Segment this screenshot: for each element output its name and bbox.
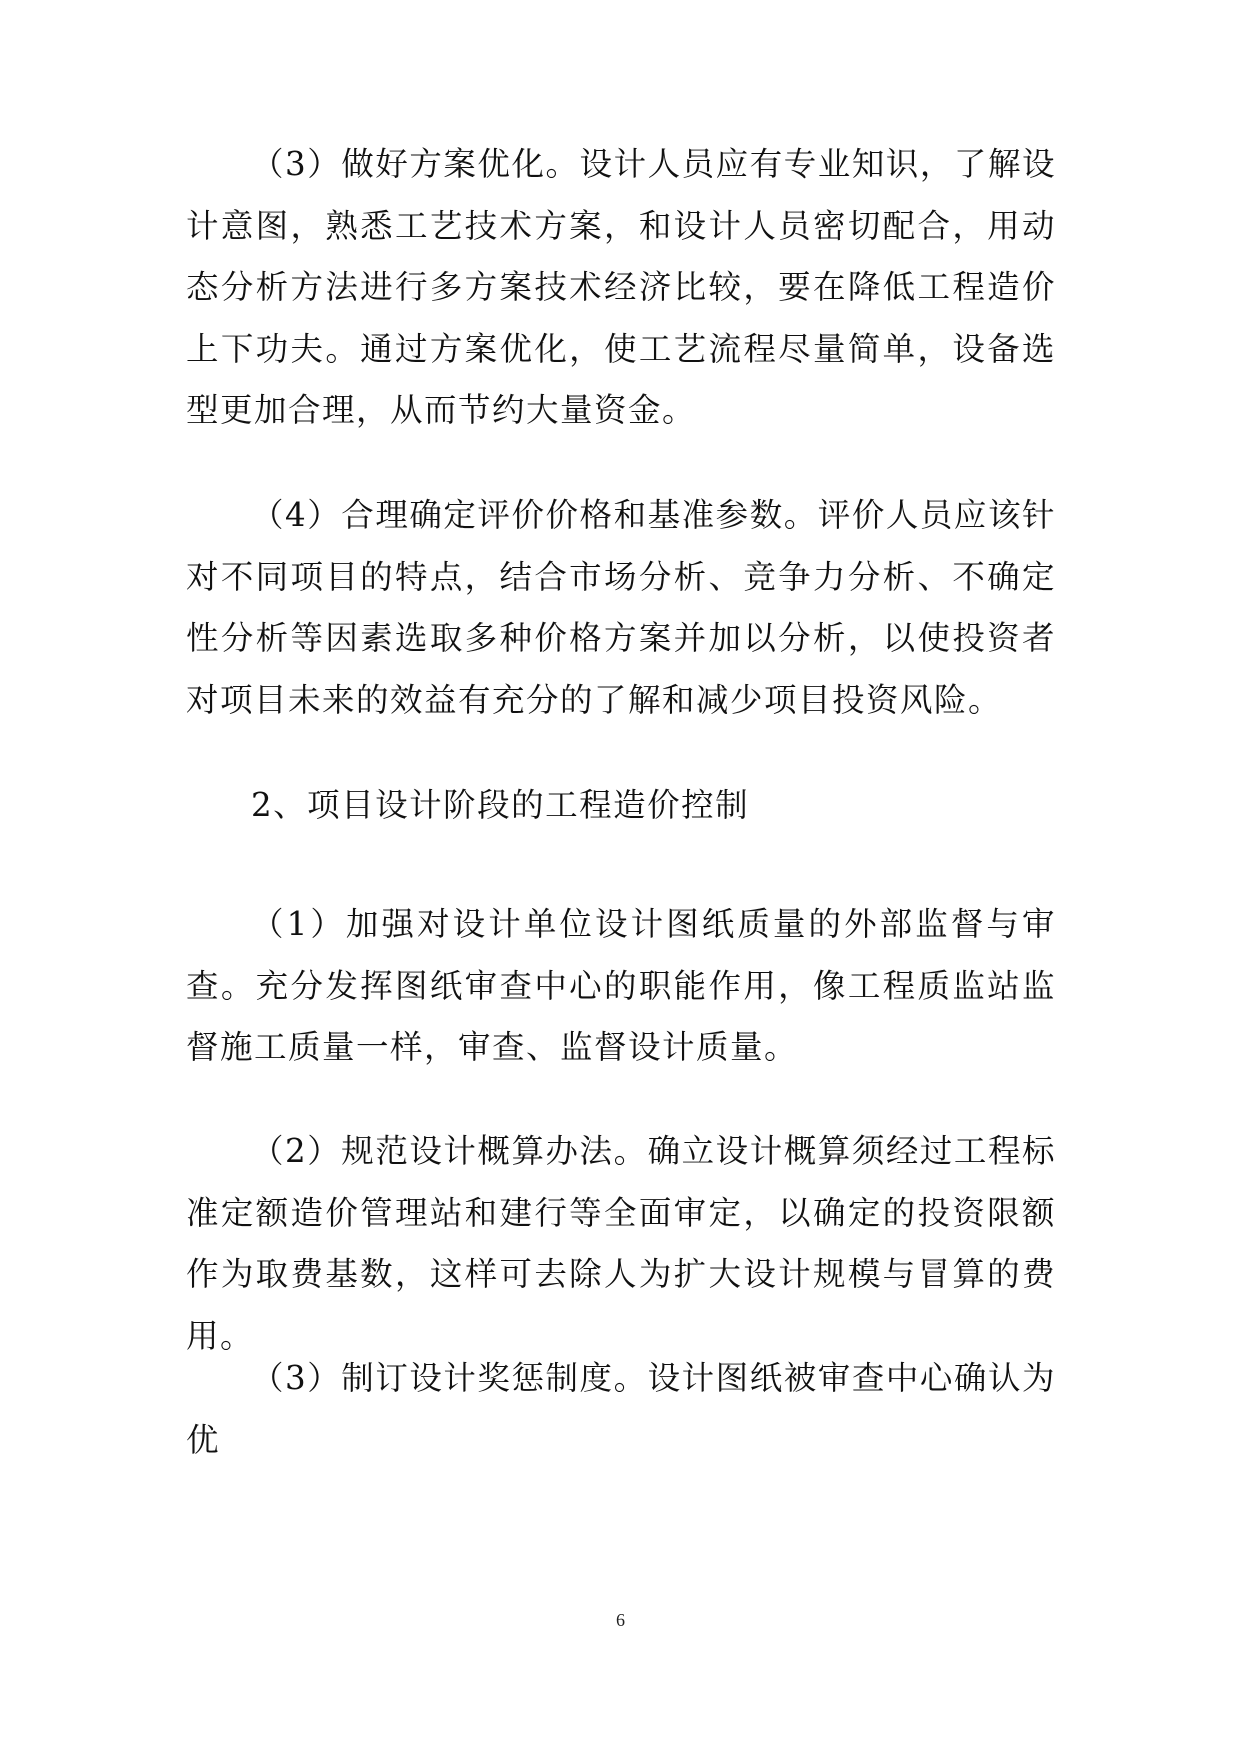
page-number: 6 — [616, 1610, 625, 1630]
paragraph-evaluation-price: （4）合理确定评价价格和基准参数。评价人员应该针对不同项目的特点，结合市场分析、竞争力分析、不确定性分析等因素选取多种价格方案并加以分析，以使投资者对项目未来的效益有充分的了解和减少项目投资风险。 — [186, 496, 1056, 719]
paragraph-scheme-optimization: （3）做好方案优化。设计人员应有专业知识，了解设计意图，熟悉工艺技术方案，和设计人员密切配合，用动态分析方法进行多方案技术经济比较，要在降低工程造价上下功夫。通过方案优化，使工艺流程尽量简单，设备选型更加合理，从而节约大量资金。 — [186, 145, 1056, 429]
section-heading: 2、项目设计阶段的工程造价控制 — [251, 786, 750, 824]
paragraph-design-estimate: （2）规范设计概算办法。确立设计概算须经过工程标准定额造价管理站和建行等全面审定，以确定的投资限额作为取费基数，这样可去除人为扩大设计规模与冒算的费用。 — [186, 1132, 1056, 1355]
paragraph-design-supervision: （1）加强对设计单位设计图纸质量的外部监督与审查。充分发挥图纸审查中心的职能作用，像工程质监站监督施工质量一样，审查、监督设计质量。 — [186, 905, 1056, 1066]
paragraph-reward-system: （3）制订设计奖惩制度。设计图纸被审查中心确认为优 — [186, 1359, 1056, 1459]
